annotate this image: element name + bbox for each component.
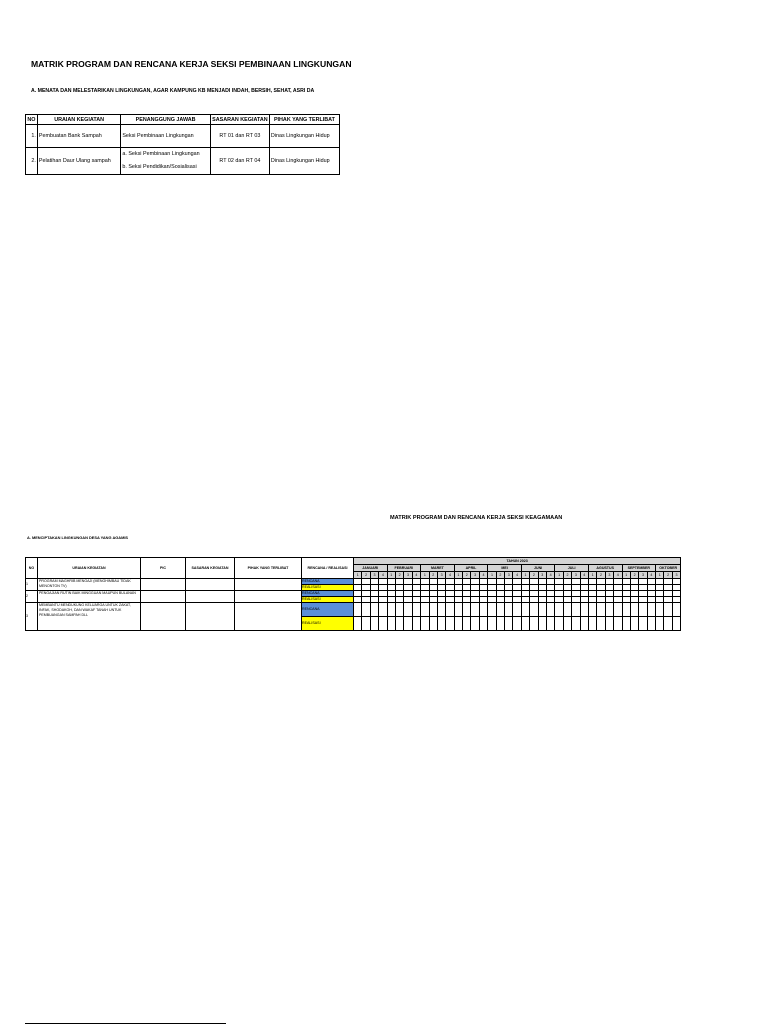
week-cell — [454, 617, 462, 631]
week-cell — [395, 617, 403, 631]
week-cell — [530, 617, 538, 631]
week-cell — [446, 617, 454, 631]
week-cell — [538, 603, 546, 617]
row-no: 1 — [26, 579, 38, 591]
row-uraian: Pembuatan Bank Sampah — [37, 125, 120, 148]
week-cell — [471, 617, 479, 631]
week-cell — [412, 617, 420, 631]
week-header: 2 — [563, 572, 571, 579]
month-header: FEBRUARI — [387, 565, 421, 572]
week-header: 4 — [580, 572, 588, 579]
week-header: 2 — [496, 572, 504, 579]
week-header: 3 — [505, 572, 513, 579]
row-pihak — [235, 591, 302, 603]
week-header: 4 — [647, 572, 655, 579]
week-cell — [463, 617, 471, 631]
header-penanggung-jawab: PENANGGUNG JAWAB — [121, 115, 211, 125]
week-header: 2 — [530, 572, 538, 579]
row-sasaran — [186, 591, 235, 603]
week-cell — [479, 603, 487, 617]
week-cell — [354, 617, 362, 631]
week-header: 3 — [572, 572, 580, 579]
week-cell — [580, 617, 588, 631]
month-header: JUNI — [521, 565, 555, 572]
row-uraian: Pelatihan Daur Ulang sampah — [37, 148, 120, 175]
header-no: NO — [26, 558, 38, 579]
week-cell — [488, 617, 496, 631]
week-cell — [555, 603, 563, 617]
row-uraian: PROGRAM MAGHRIB MENGAJI (MENGHIMBAU TIDAK MENONTON TV) — [38, 579, 141, 591]
row-realisasi: REALISASI — [302, 585, 354, 591]
header-rr: RENCANA / REALISASI — [302, 558, 354, 579]
week-cell — [614, 603, 622, 617]
header-pihak: PIHAK YANG TERLIBAT — [269, 115, 339, 125]
week-cell — [622, 617, 630, 631]
week-cell — [614, 617, 622, 631]
week-cell — [404, 617, 412, 631]
week-header: 2 — [664, 572, 672, 579]
week-cell — [513, 617, 521, 631]
week-header: 4 — [513, 572, 521, 579]
week-cell — [597, 603, 605, 617]
section1-subtitle: A. MENATA DAN MELESTARIKAN LINGKUNGAN, AGAR KAMPUNG KB MENJADI INDAH, BERSIH, SEHAT, ASRI DA — [31, 88, 315, 94]
month-header: AGUSTUS — [588, 565, 622, 572]
month-header: JULI — [555, 565, 589, 572]
week-cell — [597, 617, 605, 631]
table-row — [26, 125, 340, 148]
week-cell — [588, 617, 596, 631]
week-header: 3 — [639, 572, 647, 579]
week-header: 1 — [454, 572, 462, 579]
week-header: 1 — [656, 572, 664, 579]
week-cell — [379, 617, 387, 631]
week-cell — [672, 603, 680, 617]
month-header: OKTOBER — [656, 565, 681, 572]
week-header: 2 — [630, 572, 638, 579]
week-header: 3 — [538, 572, 546, 579]
row-sasaran — [186, 579, 235, 591]
row-sasaran: RT 01 dan RT 03 — [210, 125, 269, 148]
row-penanggung-jawab — [121, 148, 211, 175]
week-cell — [370, 617, 378, 631]
row-pic — [141, 579, 186, 591]
week-cell — [555, 617, 563, 631]
week-header: 4 — [379, 572, 387, 579]
row-pihak: Dinas Lingkungan Hidup — [269, 148, 339, 175]
week-cell — [580, 603, 588, 617]
week-cell — [563, 603, 571, 617]
week-header: 2 — [429, 572, 437, 579]
week-cell — [538, 617, 546, 631]
header-sasaran: SASARAN KEGIATAN — [212, 116, 268, 123]
row-no: 3 — [26, 603, 38, 631]
header-sasaran: SASARAN KEGIATAN — [186, 558, 235, 579]
week-cell — [421, 617, 429, 631]
week-cell — [563, 617, 571, 631]
week-cell — [546, 617, 554, 631]
week-cell — [672, 617, 680, 631]
row-rencana: RENCANA — [302, 591, 354, 597]
week-cell — [546, 603, 554, 617]
table-row — [26, 603, 681, 617]
week-cell — [622, 603, 630, 617]
week-header: 3 — [471, 572, 479, 579]
week-cell — [513, 603, 521, 617]
week-header: 4 — [479, 572, 487, 579]
week-cell — [605, 617, 613, 631]
row-rencana: RENCANA — [302, 579, 354, 585]
week-cell — [362, 617, 370, 631]
week-header: 1 — [421, 572, 429, 579]
week-header: 1 — [521, 572, 529, 579]
week-cell — [530, 603, 538, 617]
week-header: 4 — [546, 572, 554, 579]
week-cell — [572, 603, 580, 617]
week-cell — [463, 603, 471, 617]
week-cell — [370, 603, 378, 617]
row-pic — [141, 603, 186, 631]
row-pic — [141, 591, 186, 603]
week-header: 1 — [555, 572, 563, 579]
pj-line: b. Seksi Pendidikan/Sosialisasi — [122, 164, 197, 170]
week-header: 4 — [412, 572, 420, 579]
week-cell — [639, 617, 647, 631]
table-header-row — [26, 115, 340, 125]
row-uraian: PENGAJIAN RUTIN BAIK MINGGUAN MAUPUN BULANAN — [38, 591, 141, 603]
week-cell — [630, 603, 638, 617]
week-cell — [630, 617, 638, 631]
week-header: 4 — [446, 572, 454, 579]
week-cell — [488, 603, 496, 617]
week-header: 1 — [622, 572, 630, 579]
week-cell — [395, 603, 403, 617]
week-cell — [362, 603, 370, 617]
week-cell — [588, 603, 596, 617]
week-header: 2 — [395, 572, 403, 579]
week-header: 1 — [354, 572, 362, 579]
week-cell — [429, 603, 437, 617]
week-cell — [639, 603, 647, 617]
week-header: 2 — [463, 572, 471, 579]
week-cell — [437, 617, 445, 631]
week-header: 3 — [404, 572, 412, 579]
week-cell — [354, 603, 362, 617]
year-header: TAHUN 2023 — [354, 558, 681, 565]
header-pic: PIC — [141, 558, 186, 579]
week-cell — [647, 617, 655, 631]
header-row — [26, 558, 681, 565]
header-no: NO — [27, 116, 36, 123]
row-realisasi: REALISASI — [302, 597, 354, 603]
week-cell — [656, 617, 664, 631]
week-header: 3 — [370, 572, 378, 579]
row-penanggung-jawab: Seksi Pembinaan Lingkungan — [121, 125, 211, 148]
week-header: 3 — [437, 572, 445, 579]
week-cell — [446, 603, 454, 617]
week-cell — [572, 617, 580, 631]
week-cell — [379, 603, 387, 617]
week-cell — [429, 617, 437, 631]
week-cell — [421, 603, 429, 617]
week-cell — [605, 603, 613, 617]
week-header: 1 — [488, 572, 496, 579]
week-header: 4 — [614, 572, 622, 579]
week-cell — [521, 617, 529, 631]
row-rencana: RENCANA — [302, 603, 354, 617]
row-sasaran — [186, 603, 235, 631]
row-sasaran: RT 02 dan RT 04 — [210, 148, 269, 175]
row-realisasi: REALISASI — [302, 617, 354, 631]
week-header: 1 — [387, 572, 395, 579]
week-cell — [412, 603, 420, 617]
row-no: 1. — [26, 125, 38, 148]
week-cell — [454, 603, 462, 617]
section2-title: MATRIK PROGRAM DAN RENCANA KERJA SEKSI KEAGAMAAN — [390, 515, 563, 521]
week-cell — [437, 603, 445, 617]
week-cell — [505, 603, 513, 617]
week-header: 2 — [597, 572, 605, 579]
week-cell — [521, 603, 529, 617]
week-header: 2 — [362, 572, 370, 579]
header-uraian: URAIAN KEGIATAN — [38, 558, 141, 579]
week-cell — [387, 603, 395, 617]
week-cell — [387, 617, 395, 631]
week-cell — [471, 603, 479, 617]
pj-line: a. Seksi Pembinaan Lingkungan — [122, 151, 200, 157]
week-cell — [656, 603, 664, 617]
row-pihak — [235, 603, 302, 631]
row-pihak: Dinas Lingkungan Hidup — [269, 125, 339, 148]
week-cell — [505, 617, 513, 631]
table-row — [26, 148, 340, 175]
month-header: SEPTEMBER — [622, 565, 656, 572]
header-pihak: PIHAK YANG TERLIBAT — [235, 558, 302, 579]
week-cell — [647, 603, 655, 617]
month-header: MEI — [488, 565, 522, 572]
row-uraian: MEMBANTU MENDUKUNG KELUARGA UNTUK ZAKAT, INFAK, SHODAKOH, DAN WAKAF TANAH UNTUK PEMBUANGAN SAMPAH DLL — [38, 603, 141, 631]
section1-table — [25, 114, 340, 175]
week-header: 3 — [605, 572, 613, 579]
month-header: MARET — [421, 565, 455, 572]
row-no: 2 — [26, 591, 38, 603]
section1-title: MATRIK PROGRAM DAN RENCANA KERJA SEKSI PEMBINAAN LINGKUNGAN — [31, 59, 352, 69]
week-cell — [664, 617, 672, 631]
week-cell — [404, 603, 412, 617]
row-pihak — [235, 579, 302, 591]
section2-table — [25, 557, 681, 631]
week-cell — [664, 603, 672, 617]
week-cell — [479, 617, 487, 631]
month-header: APRIL — [454, 565, 488, 572]
week-header: 3 — [672, 572, 680, 579]
week-header: 1 — [588, 572, 596, 579]
month-header: JANUARI — [354, 565, 388, 572]
section2-subtitle: A. MENCIPTAKAN LINGKUNGAN DESA YANG AGAMIS — [27, 535, 129, 540]
week-cell — [496, 617, 504, 631]
header-uraian: URAIAN KEGIATAN — [37, 115, 120, 125]
week-cell — [496, 603, 504, 617]
row-no: 2. — [26, 148, 38, 175]
